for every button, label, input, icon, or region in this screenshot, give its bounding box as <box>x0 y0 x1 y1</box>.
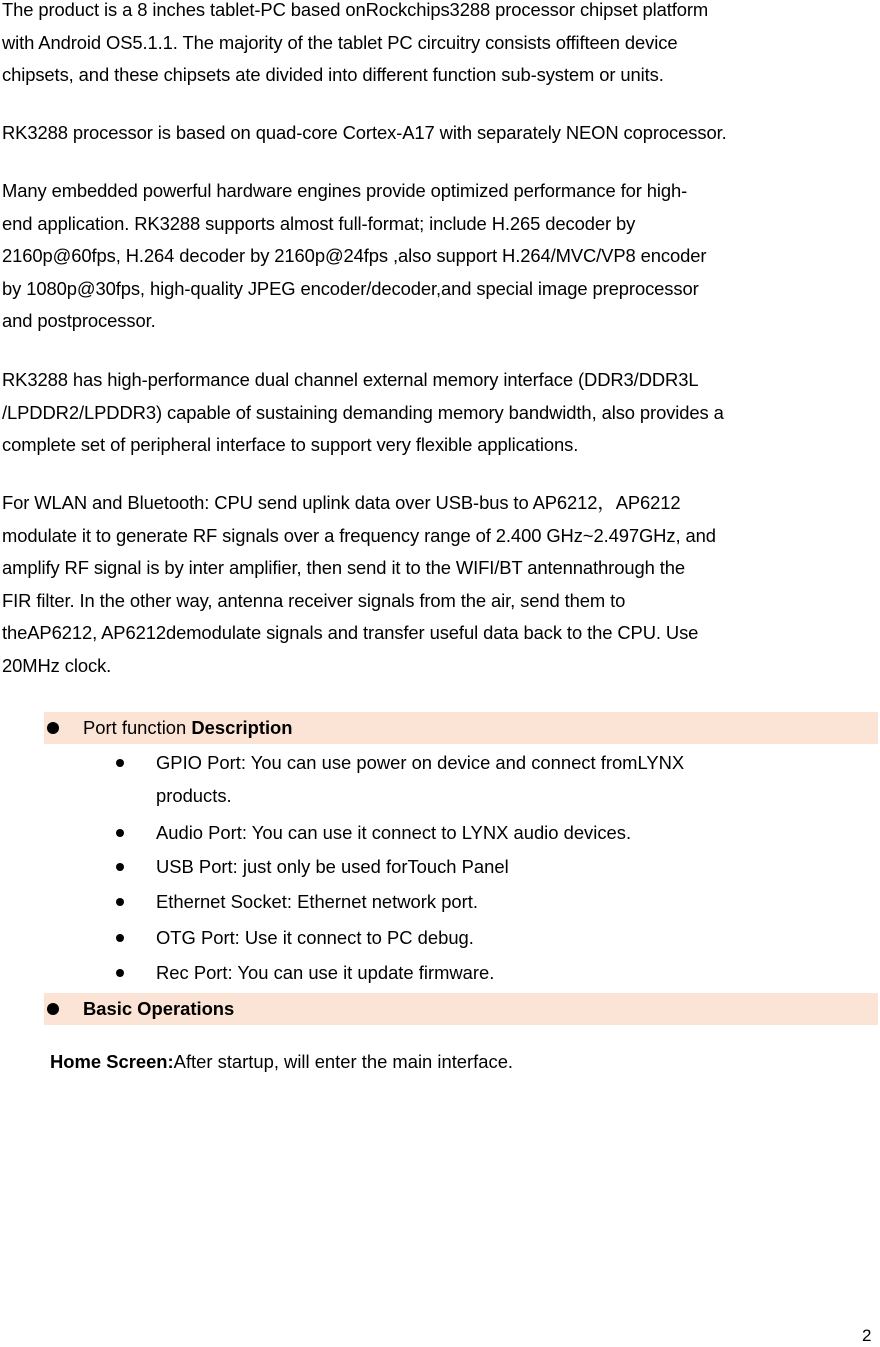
paragraph-line: RK3288 processor is based on quad-core Cortex-A17 with separately NEON coprocessor. <box>2 122 727 143</box>
heading-bold: Description <box>191 717 293 738</box>
paragraph-line: /LPDDR2/LPDDR3) capable of sustaining demanding memory bandwidth, also provides a <box>2 401 724 423</box>
paragraph-line: chipsets, and these chipsets ate divided into different function sub-system or units. <box>2 64 664 85</box>
paragraph-line: 2160p@60fps, H.264 decoder by 2160p@24fps ,also support H.264/MVC/VP8 encoder <box>2 245 707 266</box>
heading-prefix: Port function <box>83 717 192 738</box>
section-heading-text <box>83 712 293 744</box>
paragraph-line: RK3288 has high-performance dual channel external memory interface (DDR3/DDR3L <box>2 369 699 390</box>
paragraph-line: amplify RF signal is by inter amplifier, then send it to the WIFI/BT antennathrough the <box>2 557 685 578</box>
paragraph-memory <box>2 364 874 462</box>
paragraph-line: modulate it to generate RF signals over a frequency range of 2.400 GHz~2.497GHz, and <box>2 524 716 546</box>
bullet-icon <box>47 722 59 734</box>
paragraph-line: by 1080p@30fps, high-quality JPEG encoder/decoder,and special image preprocessor <box>2 277 699 299</box>
paragraph-line: Many embedded powerful hardware engines provide optimized performance for high- <box>2 180 688 201</box>
section-heading-port-function <box>44 712 878 744</box>
bullet-icon <box>116 863 124 871</box>
list-item-text: GPIO Port: You can use power on device and connect fromLYNX <box>156 752 685 773</box>
paragraph-intro <box>2 0 874 92</box>
list-item <box>116 747 856 813</box>
paragraph-line: with Android OS5.1.1. The majority of the tablet PC circuitry consists offifteen device <box>2 31 678 53</box>
paragraph-wlan <box>2 487 874 682</box>
paragraph-line: For WLAN and Bluetooth: CPU send uplink data over USB-bus to AP6212，AP6212 <box>2 492 681 513</box>
home-screen-label: Home Screen: <box>50 1051 174 1072</box>
paragraph-line: complete set of peripheral interface to support very flexible applications. <box>2 434 579 455</box>
list-item-text: Ethernet Socket: Ethernet network port. <box>156 891 479 912</box>
home-screen-description: After startup, will enter the main interface. <box>173 1051 514 1072</box>
list-item-text: OTG Port: Use it connect to PC debug. <box>156 927 474 948</box>
paragraph-line: 20MHz clock. <box>2 654 112 676</box>
bullet-icon <box>116 969 124 977</box>
list-item-text: Rec Port: You can use it update firmware. <box>156 962 495 983</box>
paragraph-line: theAP6212, AP6212demodulate signals and transfer useful data back to the CPU. Use <box>2 622 699 643</box>
list-item-text: Audio Port: You can use it connect to LYNX audio devices. <box>156 822 632 843</box>
paragraph-line: FIR filter. In the other way, antenna receiver signals from the air, send them to <box>2 589 626 611</box>
list-item-text: products. <box>156 785 232 806</box>
bullet-icon <box>116 898 124 906</box>
section-heading-basic-operations <box>44 993 878 1025</box>
paragraph-line: and postprocessor. <box>2 310 156 331</box>
list-item-text: USB Port: just only be used forTouch Panel <box>156 856 509 877</box>
bullet-icon <box>47 1003 59 1015</box>
paragraph-processor <box>2 117 874 150</box>
home-screen-text <box>50 1046 513 1078</box>
bullet-icon <box>116 759 124 767</box>
section-heading-text: Basic Operations <box>83 998 235 1019</box>
paragraph-line: end application. RK3288 supports almost full-format; include H.265 decoder by <box>2 212 636 234</box>
paragraph-line: The product is a 8 inches tablet-PC based onRockchips3288 processor chipset platform <box>2 0 709 20</box>
bullet-icon <box>116 934 124 942</box>
bullet-icon <box>116 829 124 837</box>
page-number: 2 <box>862 1326 872 1345</box>
paragraph-engines <box>2 175 874 338</box>
